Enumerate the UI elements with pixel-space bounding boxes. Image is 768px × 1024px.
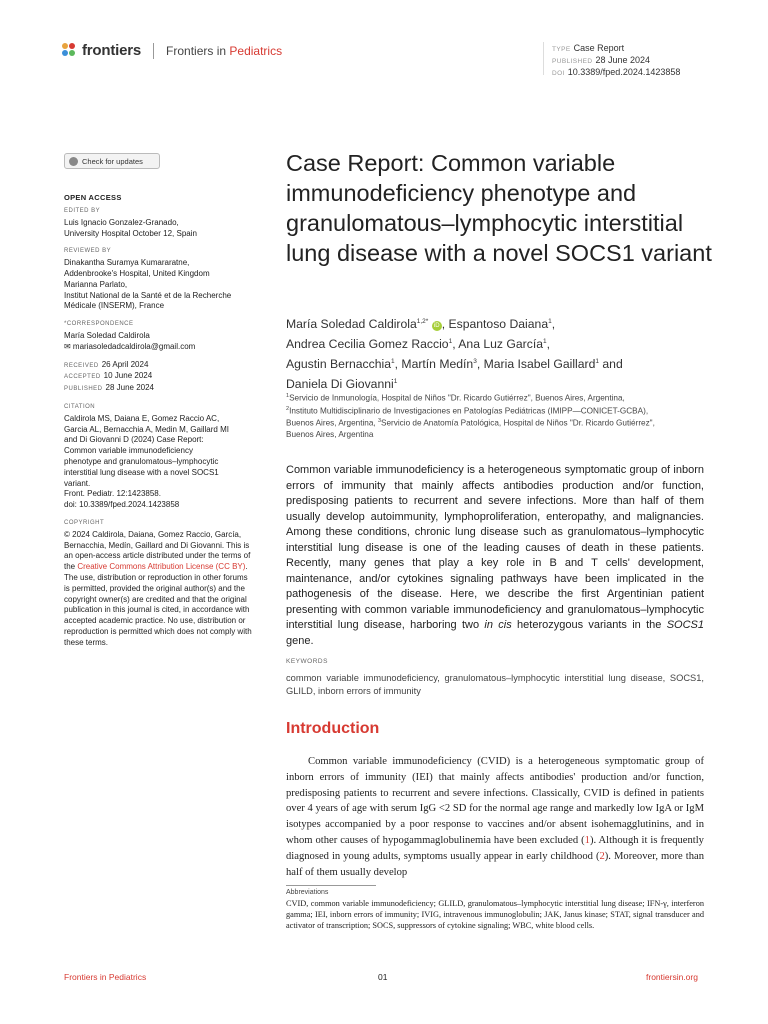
journal-name[interactable]: [166, 44, 282, 58]
citation-text: [64, 414, 254, 511]
affiliation-3-cont: Buenos Aires, Argentina: [286, 430, 374, 440]
published-label: PUBLISHED: [552, 58, 593, 65]
abstract-italic: SOCS1: [666, 619, 704, 631]
published-label-side: PUBLISHED: [64, 386, 103, 393]
introduction-text: [286, 754, 704, 880]
author-list: María Soledad Caldirola$^{1,2*}$ iD , Espantoso Daiana$^1$, Andrea Cecilia Gomez Raccio$^1$, Ana Luz García$^1$, Agustin Bernacchia$^1$, Martín Medín$^3$, Maria Isabel Gaillard$^1$ and Daniela Di Giovanni$^1$: [286, 317, 623, 392]
citation-line: variant.: [64, 478, 91, 488]
copyright-pre: © 2024 Caldirola, Daiana, Gomez Raccio, García, Bernacchia, Medín, Gaillard and Di Giovanni. This is an open-access article distributed under the terms of the: [64, 529, 251, 572]
abbreviations-text: CVID, common variable immunodeficiency; GLILD, granulomatous–lymphocytic interstitial lung disease; IFN-γ, interferon gamma; IEI, inborn errors of immunity; IVIG, intravenous immunoglobulin; JAK, Janus kinase; STAT, signal transducer and activator of transcription; SOCS, suppressors of cytokine signaling; WBC, white blood cells.: [286, 899, 704, 930]
article-meta: [552, 43, 680, 79]
check-for-updates-button[interactable]: [64, 153, 160, 169]
reference-link[interactable]: 2: [599, 850, 605, 862]
cc-by-license-link[interactable]: Creative Commons Attribution License (CC BY): [77, 562, 246, 572]
affiliation-1: Servicio de Inmunología, Hospital de Niños "Dr. Ricardo Gutiérrez", Buenos Aires, Argentina,: [289, 393, 625, 403]
citation-line: Common variable immunodeficiency: [64, 446, 193, 456]
introduction-heading: Introduction: [286, 720, 380, 737]
reviewer-1-name: Dinakantha Suramya Kumararatne,: [64, 258, 190, 268]
sidebar-info: [64, 206, 254, 648]
intro-text: Common variable immunodeficiency (CVID) is a heterogeneous symptomatic group of inborn errors of immunity (IEI) that mainly affects antibodies' production and/or function, predisposing patients to recurrent and severe infections. Classically, CVID is defined in patients over 4 years of age with serum IgG <2 SD for the normal age range and markedly low IgA or IgM isotypes accompanied by a poor response to vaccines and/or absent isohemagglutinins, and in whom other causes of hypogammaglobulinemia have been excluded (: [286, 756, 704, 846]
abbreviations-heading: Abbreviations: [286, 889, 329, 896]
abstract-text: gene.: [286, 634, 314, 647]
citation-line: Garcia AL, Bernacchia A, Medin M, Gaillard MI: [64, 424, 229, 434]
journal-header: [62, 42, 282, 59]
abstract: [286, 463, 704, 649]
reviewed-by-heading: REVIEWED BY: [64, 248, 112, 255]
author-name[interactable]: , Ana Luz García: [452, 337, 543, 352]
citation-line: phenotype and granulomatous–lymphocytic: [64, 456, 219, 466]
editor-name: Luis Ignacio Gonzalez-Granado,: [64, 217, 179, 227]
journal-prefix: Frontiers in: [166, 43, 230, 58]
header-divider: [153, 43, 154, 59]
intro-text: ). Moreover, more than half of them usually develop: [286, 850, 704, 878]
type-label: TYPE: [552, 46, 571, 53]
citation-doi[interactable]: doi: 10.3389/fped.2024.1423858: [64, 500, 180, 510]
copyright-text: [64, 530, 254, 649]
author-conjunction: and: [599, 357, 623, 372]
edited-by-heading: EDITED BY: [64, 208, 101, 214]
intro-text: ). Although it is frequently diagnosed in young adults, symptoms usually appear in early childhood (: [286, 834, 704, 862]
editor-affiliation: University Hospital October 12, Spain: [64, 228, 197, 238]
affiliation-2-cont: Buenos Aires, Argentina,: [286, 419, 378, 429]
author-name[interactable]: Agustin Bernacchia: [286, 357, 392, 372]
reviewer-2-affiliation-cont: Médicale (INSERM), France: [64, 301, 165, 311]
affiliation-2: Instituto Multidisciplinario de Investigaciones en Patologías Pediátricas (IMIPP—CONICET-GCBA),: [289, 406, 649, 416]
author-name[interactable]: , Maria Isabel Gaillard: [476, 357, 596, 372]
footer-site-link[interactable]: frontiersin.org: [646, 972, 698, 982]
copyright-heading: COPYRIGHT: [64, 519, 105, 526]
citation-line: and Di Giovanni D (2024) Case Report:: [64, 435, 204, 445]
abbreviations-divider: [286, 885, 376, 886]
abstract-text: Common variable immunodeficiency is a heterogeneous symptomatic group of inborn errors of immunity that mainly affects antibodies production and/or function, predisposing patients to recurrent and severe infections. More than half of them usually develop autoimmunity, lymphoproliferation, enteropathy, and malignancies. Among these conditions, chronic lung disease such as granulomatous–lymphocytic interstitial lung disease is one of the leading causes of death in these patients. Recently, many genes that play a key role in B and T cells' development, maintenance, and/or cytokines signaling pathways have been implicated in the pathogenesis of the disease. Here, we describe the first Argentinian patient presenting with common variable immunodeficiency and granulomatous–lymphocytic interstitial lung disease, harboring two: [286, 464, 704, 631]
page-number: 01: [378, 972, 388, 982]
abstract-text: heterozygous variants in the: [511, 619, 667, 631]
update-icon: [69, 157, 78, 166]
copyright-post: . The use, distribution or reproduction in other forums is permitted, provided the original author(s) and the copyright owner(s) are credited and that the original publication in this journal is cited, in accordance with accepted academic practice. No use, distribution or reproduction is permitted which does not comply with these terms.: [64, 562, 252, 647]
orcid-icon[interactable]: iD: [432, 321, 442, 331]
received-label: RECEIVED: [64, 362, 99, 369]
citation-line: Caldirola MS, Daiana E, Gomez Raccio AC,: [64, 413, 220, 423]
journal-suffix: Pediatrics: [229, 43, 283, 58]
received-date: 26 April 2024: [101, 359, 149, 369]
affiliations: $^1$Servicio de Inmunología, Hospital de Niños "Dr. Ricardo Gutiérrez", Buenos Aires, Argentina, $^2$Instituto Multidisciplinario de Investigaciones en Patologías Pediátricas (IMIPP—CONICET-GCBA), Buenos Aires, Argentina, $^3$Servicio de Anatomía Patológica, Hospital de Niños "Dr. Ricardo Gutiérrez", Buenos Aires, Argentina: [286, 393, 655, 440]
correspondence-name: María Soledad Caldirola: [64, 330, 150, 340]
type-value: Case Report: [573, 43, 625, 53]
accepted-label: ACCEPTED: [64, 374, 101, 381]
doi-link[interactable]: 10.3389/fped.2024.1423858: [567, 67, 681, 77]
accepted-date: 10 June 2024: [103, 371, 153, 381]
citation-line: Front. Pediatr. 12:1423858.: [64, 489, 161, 499]
correspondence-heading: *CORRESPONDENCE: [64, 321, 134, 328]
brand-name: frontiers: [82, 42, 142, 59]
reviewer-2-name: Marianna Parlato,: [64, 279, 128, 289]
footer-journal-link[interactable]: Frontiers in Pediatrics: [64, 972, 147, 982]
author-name[interactable]: , Martín Medín: [394, 357, 474, 372]
correspondence-email-link[interactable]: ✉ mariasoledadcaldirola@gmail.com: [64, 341, 196, 351]
reference-link[interactable]: 1: [584, 834, 590, 846]
author-name[interactable]: María Soledad Caldirola: [286, 317, 417, 332]
citation-heading: CITATION: [64, 403, 96, 410]
published-date: 28 June 2024: [105, 383, 155, 393]
author-affil-sup: 1,2: [416, 318, 426, 325]
keywords-heading: KEYWORDS: [286, 658, 328, 665]
check-updates-label: Check for updates: [82, 156, 143, 166]
affiliation-3: Servicio de Anatomía Patológica, Hospital de Niños "Dr. Ricardo Gutiérrez",: [381, 419, 655, 429]
doi-label: DOI: [552, 70, 565, 77]
meta-divider: [543, 42, 544, 75]
abstract-italic: in cis: [484, 619, 512, 631]
open-access-label: OPEN ACCESS: [64, 193, 122, 202]
keywords: common variable immunodeficiency, granulomatous–lymphocytic interstitial lung disease, SOCS1, GLILD, inborn errors of immunity: [286, 673, 704, 696]
reviewer-2-affiliation: Institut National de la Santé et de la Recherche: [64, 290, 232, 300]
published-value: 28 June 2024: [595, 55, 651, 65]
author-name[interactable]: Daniela Di Giovanni: [286, 377, 394, 392]
dates-block: [64, 360, 254, 395]
reviewer-1-affiliation: Addenbrooke's Hospital, United Kingdom: [64, 268, 210, 278]
author-name[interactable]: Andrea Cecilia Gomez Raccio: [286, 337, 449, 352]
article-title: Case Report: Common variable immunodeficiency phenotype and granulomatous–lymphocytic interstitial lung disease with a novel SOCS1 variant: [286, 150, 712, 266]
citation-line: interstitial lung disease with a novel SOCS1: [64, 467, 219, 477]
frontiers-logo-icon: [62, 43, 76, 59]
author-name[interactable]: , Espantoso Daiana: [441, 317, 549, 332]
